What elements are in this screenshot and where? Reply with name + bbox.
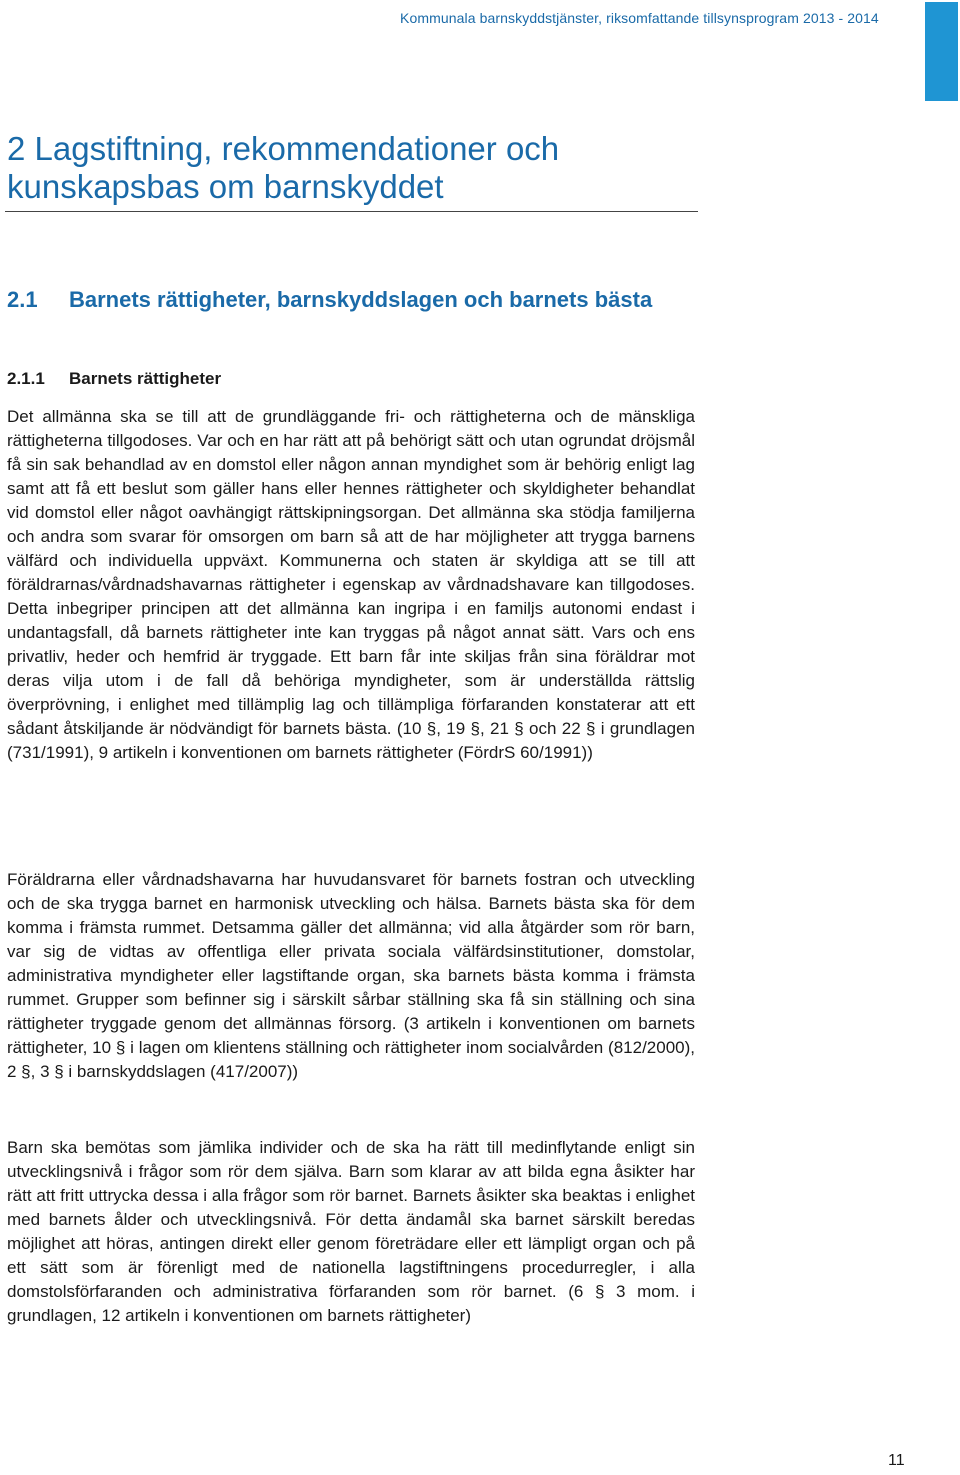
- section-heading: [7, 286, 689, 313]
- body-paragraph-2: Föräldrarna eller vårdnadshavarna har huvudansvaret för barnets fostran och utveckling och de ska trygga barnet en harmonisk utveckling och hälsa. Barnets bästa ska för dem komma i främsta rummet. Detsamma gäller det allmänna; vid alla åtgärder som rör barn, var sig de vidtas av offentliga eller privata sociala välfärdsinstitutioner, domstolar, administrativa myndigheter eller lagstiftande organ, ska barnets bästa komma i främsta rummet. Grupper som befinner sig i särskilt sårbar ställning ska få sin ställning och sina rättigheter tryggade genom det allmännas försorg. (3 artikeln i konventionen om barnets rättigheter, 10 § i lagen om klientens ställning och rättigheter inom socialvården (812/2000), 2 §, 3 § i barnskyddslagen (417/2007)): [7, 870, 695, 1081]
- body-paragraph-3: Barn ska bemötas som jämlika individer och de ska ha rätt till medinflytande enligt sin utvecklingsnivå i frågor som rör dem själva. Barn som klarar av att bilda egna åsikter har rätt att fritt uttrycka dessa i alla frågor som rör barnet. Barnets åsikter ska beaktas i enlighet med barnets ålder och utvecklingsnivå. För detta ändamål ska barnet särskilt beredas möjlighet att höras, antingen direkt eller genom företrädare eller ett lämpligt organ och på ett sätt som är förenligt med de nationella lagstiftningens procedurregler, i alla domstolsförfaranden och administrativa förfaranden som rör barnet. (6 § 3 mom. i grundlagen, 12 artikeln i konventionen om barnets rättigheter): [7, 1138, 695, 1325]
- subsection-title: Barnets rättigheter: [69, 369, 222, 388]
- chapter-heading: 2 Lagstiftning, rekommendationer och kunskapsbas om barnskyddet: [7, 130, 560, 205]
- body-paragraph-1: Det allmänna ska se till att de grundläggande fri- och rättigheterna och de mänskliga rättigheterna tillgodoses. Var och en har rätt att på behörigt sätt och utan ogrundat dröjsmål få sin sak behandlad av en domstol eller någon annan myndighet som är behörig enligt lag samt att få ett beslut som gäller hans eller hennes rättigheter och skyldigheter behandlat vid domstol eller något oavhängigt rättskipningsorgan. Det allmänna ska stödja familjerna och andra som svarar för omsorgen om barn så att de har möjligheter att trygga barnens välfärd och individuella uppväxt. Kommunerna och staten är skyldiga att se till att föräldrarnas/vårdnadshavarnas rättigheter i egenskap av vårdnadshavare kan tillgodoses. Detta inbegriper principen att det allmänna kan ingripa i en familjs autonomi endast i undantagsfall, då barnets rättigheter inte kan tryggas på något annat sätt. Vars och ens privatliv, heder och hemfrid är tryggade. Ett barn får inte skiljas från sina föräldrar mot deras vilja utom i de fall då behöriga myndigheter, som är underställda rättslig överprövning, i enlighet med tillämplig lag och tillämpliga förfaranden konstaterar att ett sådant åtskiljande är nödvändigt för barnets bästa. (10 §, 19 §, 21 § och 22 § i grundlagen (731/1991), 9 artikeln i konventionen om barnets rättigheter (FördrS 60/1991)): [7, 407, 695, 762]
- subsection-number: 2.1.1: [7, 369, 45, 388]
- chapter-tab-marker: [925, 2, 958, 101]
- chapter-divider: [5, 211, 698, 212]
- page-number: 11: [888, 1452, 905, 1469]
- running-header: Kommunala barnskyddstjänster, riksomfattande tillsynsprogram 2013 - 2014: [400, 10, 879, 26]
- section-title: Barnets rättigheter, barnskyddslagen och barnets bästa: [69, 287, 653, 312]
- subsection-heading: [7, 368, 221, 390]
- section-number: 2.1: [7, 287, 38, 312]
